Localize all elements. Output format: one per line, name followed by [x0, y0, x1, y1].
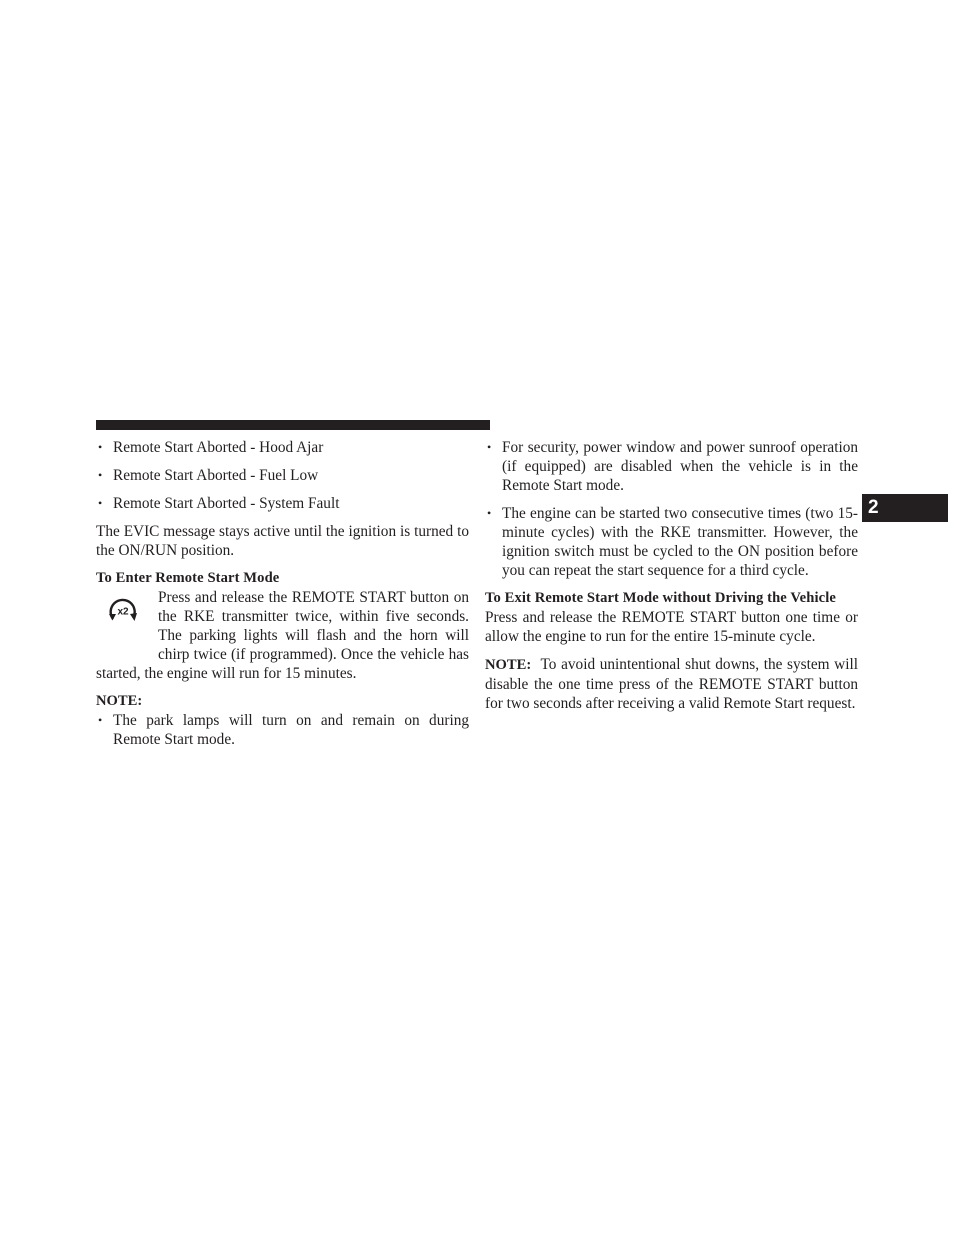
evic-paragraph: The EVIC message stays active until the ignition is turned to the ON/RUN position.	[96, 523, 469, 559]
enter-remote-start-block	[96, 588, 469, 683]
list-item: • For security, power window and power sunroof operation (if equipped) are disabled when the vehicle is in the Remote Start mode.	[485, 438, 858, 495]
exit-remote-start-heading: To Exit Remote Start Mode without Driving the Vehicle	[485, 590, 836, 606]
exit-remote-start-paragraph: Press and release the REMOTE START button one time or allow the engine to run for the entire 15-minute cycle.	[485, 609, 858, 645]
abort-message-list	[96, 438, 469, 513]
left-column	[96, 438, 469, 749]
remote-start-x2-icon	[96, 588, 158, 646]
note-paragraph	[485, 655, 858, 713]
list-item: • Remote Start Aborted - Fuel Low	[96, 466, 469, 485]
chapter-tab	[862, 494, 948, 522]
chapter-number: 2	[868, 497, 879, 518]
list-item: • The park lamps will turn on and remain on during Remote Start mode.	[96, 711, 469, 749]
remote-start-info-list	[485, 438, 858, 580]
enter-remote-start-heading: To Enter Remote Start Mode	[96, 570, 280, 586]
enter-remote-start-paragraph: Press and release the REMOTE START button on the RKE transmitter twice, within five seconds. The parking lights will flash and the horn will chirp twice (if programmed). Once the vehicle has started, the engine will run for 15 minutes.	[96, 589, 469, 682]
right-column	[485, 438, 858, 713]
note-label: NOTE:	[96, 693, 143, 709]
list-item: • Remote Start Aborted - System Fault	[96, 494, 469, 513]
note-text: To avoid unintentional shut downs, the system will disable the one time press of the REMOTE START button for two seconds after receiving a valid Remote Start request.	[485, 656, 858, 712]
list-item: • The engine can be started two consecutive times (two 15-minute cycles) with the RKE transmitter. However, the ignition switch must be cycled to the ON position before you can repeat the start sequence for a third cycle.	[485, 504, 858, 580]
icon-label: x2	[117, 606, 129, 618]
section-top-rule	[96, 420, 490, 430]
note-list	[96, 711, 469, 749]
note-label: NOTE:	[485, 657, 532, 673]
list-item: • Remote Start Aborted - Hood Ajar	[96, 438, 469, 457]
